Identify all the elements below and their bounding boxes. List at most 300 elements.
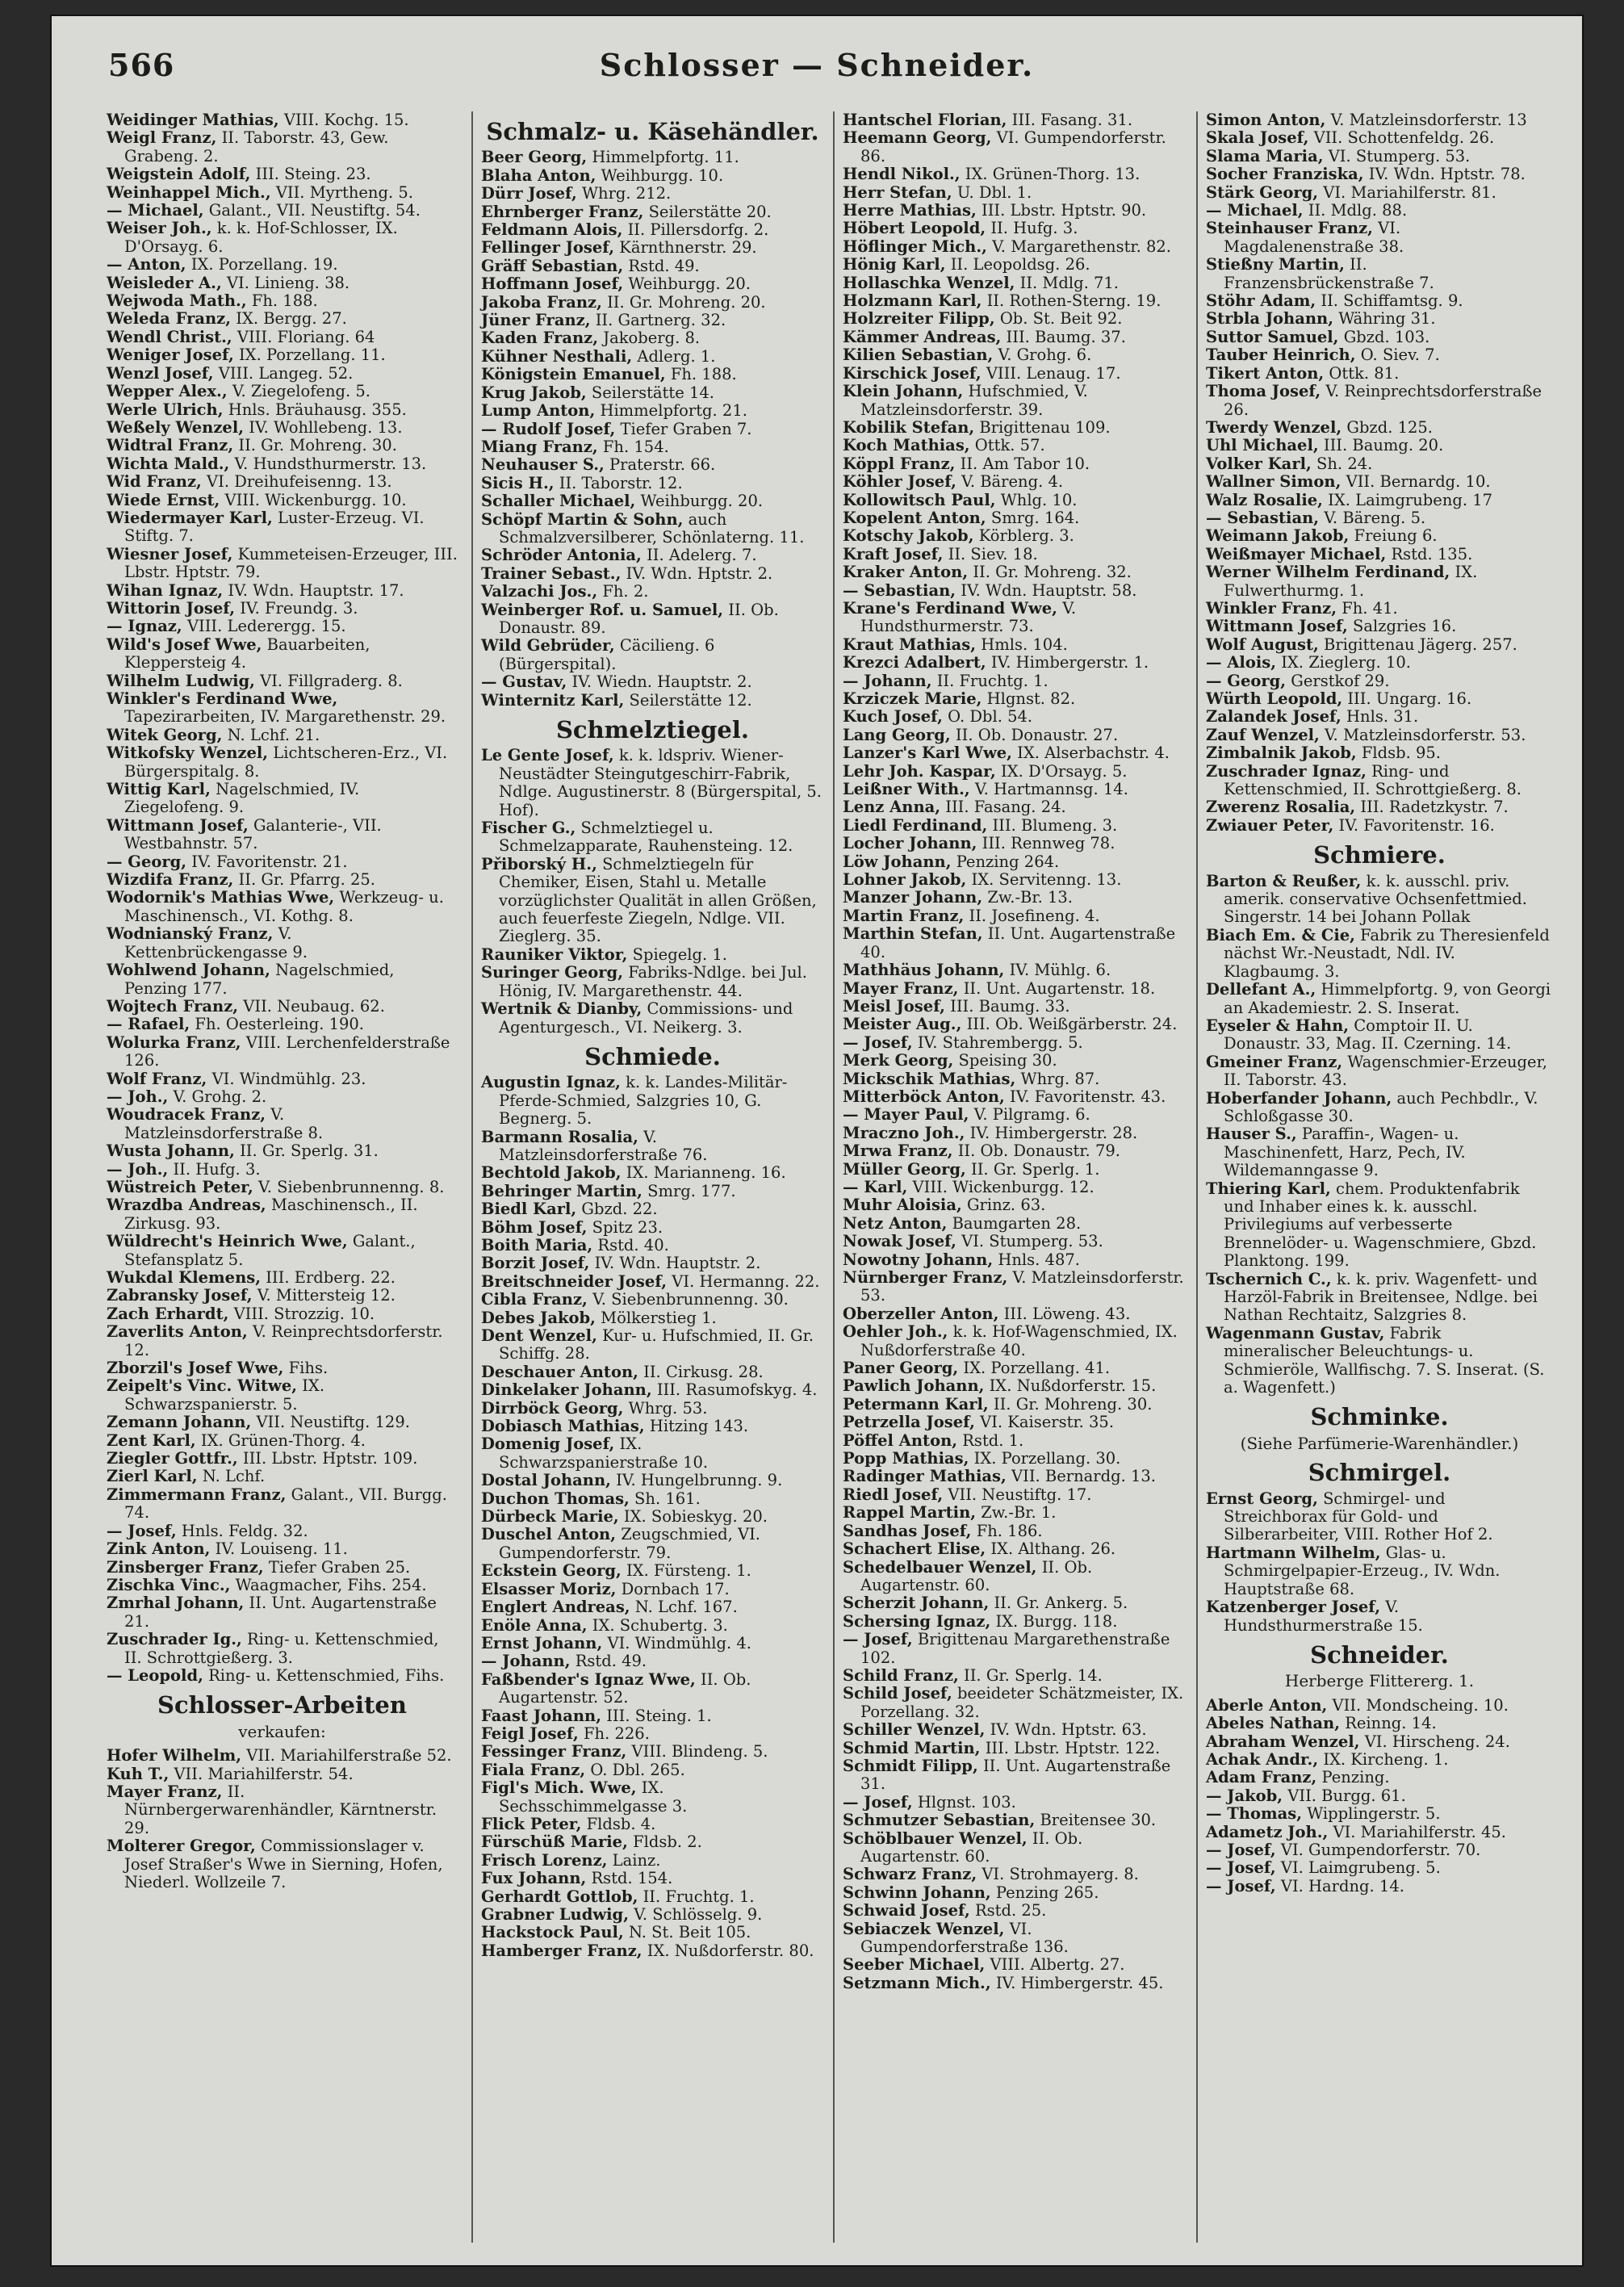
entry-address: II. Fruchtg. 1. [936,671,1048,690]
entry-name: Mrwa Franz, [843,1141,953,1161]
directory-entry [843,1594,1186,1612]
directory-entry [107,220,458,256]
directory-entry [107,1233,458,1269]
directory-entry [107,165,458,183]
entry-name: Schmid Martin, [843,1738,981,1757]
directory-entry [1206,509,1553,527]
entry-address: IX. Zieglerg. 10. [1281,653,1411,672]
directory-entry [843,1142,1186,1160]
entry-address: II. Hufg. 3. [173,1159,261,1179]
directory-entry [107,346,458,364]
directory-entry [1206,1271,1553,1325]
directory-entry [843,672,1186,690]
entry-address: Baumgarten 28. [952,1213,1082,1233]
directory-entry [481,1183,824,1200]
entry-name: Dent Wenzel, [481,1326,597,1345]
entry-address: Rstd. 49. [628,256,700,275]
directory-entry [843,1251,1186,1269]
entry-address: IX. Porzellang. 41. [963,1359,1111,1378]
directory-entry [843,220,1186,237]
directory-entry [481,1888,824,1906]
entry-name: — Josef, [843,1630,913,1649]
directory-entry [107,365,458,383]
entry-name: Dürbeck Marie, [481,1507,619,1527]
entry-name: Wihan Ignaz, [107,580,224,600]
entry-address: Commissionslager v. Josef Straßer's Wwe in Sierning, Hofen, Niederl. Wollzeile 7. [124,1837,443,1891]
entry-name: Wrazdba Andreas, [107,1196,266,1215]
entry-name: Kuh T., [107,1764,170,1783]
directory-entry [1206,202,1553,220]
directory-entry [843,1196,1186,1214]
directory-entry [481,312,824,329]
entry-address: V. Grohg. 2. [173,1087,267,1106]
entry-name: Skala Josef, [1206,128,1309,148]
entry-name: Zeipelt's Vinc. Witwe, [107,1376,298,1396]
directory-entry [843,455,1186,473]
entry-name: Königstein Emanuel, [481,365,666,384]
entry-address: VI. Windmühlg. 4. [607,1633,751,1652]
entry-name: Paner Georg, [843,1359,959,1378]
entry-name: Eyseler & Hahn, [1206,1016,1350,1035]
entry-address: Fh. 188. [251,291,318,311]
entry-address: III. Rennweg 78. [982,834,1115,853]
entry-name: Mickschik Mathias, [843,1069,1016,1088]
directory-entry [481,1490,824,1508]
entry-name: Jakoba Franz, [481,292,602,312]
entry-name: Zalandek Josef, [1206,707,1341,727]
entry-address: Rstd. 1. [962,1430,1024,1450]
directory-entry [107,690,458,727]
entry-name: Weisleder A., [107,273,222,292]
entry-address: V. Margarethenstr. 82. [992,237,1172,256]
entry-address: Ring- und Kettenschmied, II. Schrottgießerg. 8. [1224,761,1521,799]
entry-name: Zmrhal Johann, [107,1594,245,1613]
directory-entry [481,1219,824,1237]
entry-name: Englert Andreas, [481,1598,630,1617]
entry-name: Feldmann Alois, [481,220,623,240]
entry-address: Schmelztiegel u. Schmelzapparate, Rauhensteing. 12. [499,819,793,856]
entry-address: Rstd. 25. [974,1901,1047,1920]
entry-address: V. Kettenbrückengasse 9. [124,924,308,961]
entry-address: IV. Wdn. Hauptstr. 17. [228,580,404,600]
entry-name: Zemann Johann, [107,1413,252,1432]
directory-entry [843,654,1186,672]
entry-address: VI. Dreihufeisenng. 13. [207,472,392,492]
entry-name: Abraham Wenzel, [1206,1732,1360,1751]
directory-entry [481,747,824,819]
entry-address: Brigittenau Margarethenstraße 102. [860,1630,1170,1667]
directory-entry [843,727,1186,744]
entry-address: III. Baumg. 37. [1006,327,1126,346]
directory-entry [843,165,1186,183]
entry-name: Liedl Ferdinand, [843,815,988,835]
directory-entry [843,1559,1186,1595]
entry-name: Weigl Franz, [107,128,217,148]
directory-entry [481,1000,824,1037]
entry-address: VIII. Wickenburgg. 12. [912,1177,1095,1196]
entry-name: Schedelbauer Wenzel, [843,1557,1037,1577]
entry-name: — Josef, [1206,1858,1276,1878]
entry-address: VII. Mondscheing. 10. [1332,1695,1509,1715]
directory-entry [481,964,824,1000]
entry-name: Wusta Johann, [107,1141,235,1161]
directory-entry [843,1830,1186,1866]
directory-entry [843,1740,1186,1757]
entry-name: Seeber Michael, [843,1955,986,1975]
entry-name: Schröder Antonia, [481,546,642,565]
entry-name: Enöle Anna, [481,1615,588,1635]
directory-entry [481,1707,824,1725]
entry-name: Sebiaczek Wenzel, [843,1919,1005,1938]
directory-entry [1206,672,1553,690]
entry-name: Schmutzer Sebastian, [843,1811,1036,1830]
entry-name: Tschernich C., [1206,1269,1332,1288]
directory-entry [107,1486,458,1523]
entry-address: Tiefer Graben 7. [620,419,752,438]
entry-name: Zuschrader Ig., [107,1630,242,1649]
entry-address: IX. Schwarzspanierstr. 5. [124,1376,325,1414]
entry-address: Galanterie-, VII. Westbahnstr. 57. [124,815,382,853]
entry-name: — Michael, [1206,201,1304,220]
directory-entry [843,889,1186,907]
directory-entry [481,819,824,856]
entry-name: Dürr Josef, [481,184,577,203]
entry-name: Beer Georg, [481,148,588,167]
entry-address: Kur- u. Hufschmied, II. Gr. Schiffg. 28. [499,1326,814,1363]
entry-name: Krezci Adalbert, [843,653,986,672]
directory-entry [481,511,824,547]
entry-name: Biedl Karl, [481,1200,577,1219]
directory-entry [843,1757,1186,1794]
entry-name: Faßbender's Ignaz Wwe, [481,1669,696,1689]
entry-address: II. Unt. Augartenstraße 40. [860,924,1176,961]
entry-address: II. Leopoldsg. 26. [950,255,1090,274]
directory-entry [107,1359,458,1377]
directory-entry [1206,455,1553,473]
entry-name: — Mayer Paul, [843,1105,969,1125]
entry-name: Oberzeller Anton, [843,1304,999,1323]
entry-name: Adametz Joh., [1206,1822,1329,1841]
entry-address: Penzing 264. [956,852,1060,871]
directory-entry [843,690,1186,708]
entry-address: II. Hufg. 3. [990,219,1078,238]
entry-address: Ottk. 57. [974,436,1045,455]
entry-name: Wittig Karl, [107,780,211,799]
entry-address: Werkzeug- u. Maschinensch., VI. Kothg. 8. [124,888,444,925]
directory-entry [481,475,824,492]
entry-address: VI. Mariahilferstr. 81. [1323,182,1496,202]
entry-address: Tiefer Graben 25. [268,1557,411,1577]
entry-name: Lang Georg, [843,725,951,744]
entry-address: VIII. Kochg. 15. [283,111,409,129]
entry-address: Hnls. 31. [1346,707,1419,727]
entry-name: Hofer Wilhelm, [107,1746,242,1766]
entry-name: Zinsberger Franz, [107,1557,264,1577]
entry-address: VIII. Wickenburgg. 10. [224,490,407,509]
entry-address: Grinz. 63. [966,1196,1046,1215]
directory-entry [481,1400,824,1418]
directory-entry [107,1323,458,1359]
directory-entry [1206,1017,1553,1053]
entry-name: Duschel Anton, [481,1525,617,1544]
entry-name: Hartmann Wilhelm, [1206,1543,1381,1562]
entry-name: Schersing Ignaz, [843,1611,991,1631]
entry-name: Wilhelm Ludwig, [107,671,255,690]
entry-address: Fldsb. 4. [586,1814,656,1833]
directory-entry [1206,111,1553,129]
directory-entry [481,167,824,185]
entry-name: Abeles Nathan, [1206,1714,1340,1733]
entry-name: — Johann, [843,671,932,690]
entry-name: Lenz Anna, [843,798,941,817]
directory-entry [1206,1598,1553,1635]
entry-address: III. Lbstr. Hptstr. 90. [982,201,1147,220]
section-subheading: verkaufen: [238,1721,326,1741]
entry-name: Heemann Georg, [843,128,992,148]
section-heading: Schmelztiegel. [555,716,749,743]
directory-entry [481,1779,824,1816]
entry-address: O. Dbl. 54. [948,707,1033,727]
directory-entry [1206,636,1553,654]
directory-entry [1206,1544,1553,1598]
entry-address: Breitensee 30. [1040,1811,1157,1830]
entry-address: Rstd. 154. [591,1869,673,1888]
entry-name: Kilien Sebastian, [843,346,994,365]
entry-address: Rstd. 40. [597,1235,669,1254]
entry-name: Höflinger Mich., [843,237,987,256]
entry-address: II. Fruchtg. 1. [642,1887,755,1906]
entry-address: Brigittenau Jägerg. 257. [1324,635,1517,654]
entry-name: Frisch Lorenz, [481,1850,608,1870]
entry-address: Sh. 24. [1316,454,1373,473]
directory-entry [843,1468,1186,1485]
entry-address: IV. Wdn. Hptstr. 63. [990,1720,1147,1740]
entry-name: Meister Aug., [843,1015,962,1034]
entry-address: III. Fasang. 31. [1011,111,1133,129]
entry-name: — Michael, [107,201,204,220]
entry-name: Suttor Samuel, [1206,327,1339,346]
entry-name: Zauf Wenzel, [1206,725,1320,744]
entry-name: — Josef, [843,1792,913,1812]
entry-address: II. Am Tabor 10. [960,454,1090,473]
directory-entry [107,636,458,672]
directory-entry [843,202,1186,220]
directory-entry [481,565,824,583]
entry-name: Weniger Josef, [107,346,234,365]
entry-address: V. Matzleinsdorferstr. 53. [860,1268,1184,1305]
entry-name: Lump Anton, [481,401,596,421]
entry-address: V. Hartmannsg. 14. [974,780,1128,799]
entry-name: Hackstock Paul, [481,1923,624,1942]
directory-entry [843,346,1186,364]
entry-name: Walz Rosalie, [1206,490,1323,509]
directory-entry [843,853,1186,871]
entry-name: Debes Jakob, [481,1308,596,1327]
entry-name: Nowak Josef, [843,1232,956,1251]
entry-name: Kämmer Andreas, [843,327,1002,346]
entry-address: Körblerg. 3. [978,526,1074,546]
entry-name: Dinkelaker Johann, [481,1380,652,1400]
directory-entry [843,636,1186,654]
entry-name: Pawlich Johann, [843,1376,985,1396]
entry-name: Höbert Leopold, [843,219,986,238]
entry-name: Kraut Mathias, [843,635,977,654]
entry-name: Tauber Heinrich, [1206,346,1356,365]
entry-address: V. Hundsthurmerstr. 13. [234,454,427,473]
entry-address: Gbzd. 22. [581,1200,658,1219]
entry-address: III. Erdberg. 22. [266,1268,396,1287]
entry-address: Hnls. 487. [998,1250,1080,1269]
entry-name: Weigstein Adolf, [107,165,251,184]
entry-name: Slama Maria, [1206,146,1324,165]
entry-name: Lanzer's Karl Wwe, [843,743,1012,763]
entry-name: Domenig Josef, [481,1435,615,1454]
entry-address: II. Taborstr. 43, Gew. Grabeng. 2. [124,128,389,165]
entry-name: Wizdifa Franz, [107,870,234,890]
entry-address: VI. Gumpendorferstr. 70. [1280,1840,1481,1859]
directory-entry [843,744,1186,762]
entry-address: Himmelpfortg. 11. [592,148,739,167]
directory-entry [1206,1805,1553,1823]
section-heading: Schneider. [1310,1640,1449,1669]
entry-name: Ehrnberger Franz, [481,202,644,221]
directory-entry [481,1254,824,1272]
entry-name: Hauser S., [1206,1125,1297,1144]
entry-address: Penzing. [1321,1768,1390,1787]
entry-address: II. Unt. Augartenstraße 31. [860,1756,1171,1794]
directory-entry [1206,310,1553,328]
entry-address: Hnls. Bräuhausg. 355. [228,400,407,419]
directory-entry [107,1414,458,1431]
entry-name: Kraker Anton, [843,563,969,582]
directory-entry [107,1106,458,1142]
entry-name: Leißner With., [843,780,970,799]
entry-address: Hnls. Feldg. 32. [181,1521,308,1540]
directory-entry [1206,419,1553,437]
directory-entry [481,258,824,275]
entry-address: Whrg. 212. [582,184,672,203]
entry-address: O. Siev. 7. [1360,346,1440,365]
entry-name: — Thomas, [1206,1804,1303,1824]
entry-name: — Johann, [481,1652,571,1671]
entry-name: Boith Maria, [481,1235,593,1254]
directory-entry [481,856,824,946]
entry-address: U. Dbl. 1. [956,182,1032,202]
entry-address: V. Bäreng. 5. [1324,508,1426,527]
running-head: Schlosser — Schneider. [599,47,1035,83]
entry-name: Aberle Anton, [1206,1695,1328,1715]
entry-address: VI. Fillgraderg. 8. [260,671,403,690]
entry-name: Kühner Nesthali, [481,346,633,366]
directory-entry [107,1667,458,1685]
entry-address: VIII. Strozzig. 10. [233,1304,375,1323]
directory-entry [843,329,1186,346]
entry-address: Maschinensch., II. Zirkusg. 93. [124,1196,418,1233]
directory-entry [481,1363,824,1381]
entry-name: Böhm Josef, [481,1217,588,1237]
directory-entry [481,366,824,383]
entry-name: Ernst Johann, [481,1633,603,1652]
entry-address: Weihburgg. 10. [601,165,724,185]
directory-entry [481,1327,824,1363]
directory-entry [481,1761,824,1779]
entry-address: Whlg. 10. [1000,490,1078,509]
entry-address: II. Gr. Mohreng. 32. [973,563,1132,582]
directory-entry [843,1812,1186,1829]
directory-entry [843,1902,1186,1920]
directory-entry [107,925,458,961]
directory-entry [481,421,824,438]
entry-name: Radinger Mathias, [843,1467,1007,1486]
entry-name: Werner Wilhelm Ferdinand, [1206,563,1450,582]
directory-entry [107,383,458,400]
directory-entry [843,563,1186,581]
entry-name: Stießny Martin, [1206,255,1345,274]
directory-entry [843,492,1186,509]
directory-entry [481,1652,824,1670]
entry-address: Fh. 226. [584,1724,650,1743]
entry-address: Nagelschmied, Penzing 177. [124,961,395,998]
directory-entry [107,1179,458,1196]
entry-address: V. Hundsthurmerstraße 15. [1224,1598,1423,1635]
directory-entry [843,437,1186,454]
entry-address: Nagelschmied, IV. Ziegelofeng. 9. [124,780,360,817]
entry-address: Schmelztiegeln für Chemiker, Eisen, Stahl u. Metalle vorzüglichster Qualität in allen Größen, auch feuerfeste Ziegeln, Ndlge. VII. Zieglerg. 35. [499,854,817,946]
directory-entry [107,1747,458,1765]
entry-name: — Josef, [107,1521,177,1540]
entry-address: V. Reinprechtsdorferstr. 12. [124,1322,443,1359]
entry-name: Werle Ulrich, [107,400,224,419]
entry-address: VI. Gumpendorferstraße 136. [860,1919,1069,1957]
directory-entry [843,365,1186,383]
entry-name: Winkler Franz, [1206,598,1337,618]
entry-name: Grabner Ludwig, [481,1905,629,1924]
entry-name: — Georg, [1206,671,1287,690]
entry-address: k. k. Landes-Militär-Pferde-Schmied, Salzgries 10, G. Begnerg. 5. [499,1073,788,1129]
entry-name: Zent Karl, [107,1430,196,1450]
entry-name: Schild Franz, [843,1665,959,1685]
entry-address: II. Unt. Augartenstr. 18. [963,978,1156,998]
directory-entry [481,1833,824,1851]
entry-name: Twerdy Wenzel, [1206,417,1342,437]
entry-name: Würth Leopold, [1206,689,1343,708]
entry-address: V. Ziegelofeng. 5. [232,382,371,401]
entry-address: N. Lchf. [202,1467,266,1486]
entry-address: Wipplingerstr. 5. [1307,1804,1441,1824]
entry-name: — Ignaz, [107,617,182,636]
entry-address: II. Ob. Donaustr. 79. [957,1141,1120,1161]
entry-name: — Joh., [107,1087,169,1106]
entry-name: Schachert Elise, [843,1539,986,1559]
directory-entry [107,1631,458,1667]
directory-entry [843,980,1186,998]
entry-name: Krane's Ferdinand Wwe, [843,598,1057,618]
entry-name: Ziegler Gottfr., [107,1449,238,1468]
entry-address: II. Adelerg. 7. [647,546,757,565]
directory-entry [843,1504,1186,1522]
directory-entry [843,925,1186,961]
entry-name: Zimmermann Franz, [107,1485,287,1504]
entry-name: Klein Johann, [843,382,964,401]
entry-name: Zimbalnik Jakob, [1206,743,1357,763]
entry-address: Sh. 161. [634,1489,701,1508]
directory-entry [843,310,1186,328]
entry-address: IX. Burgg. 118. [995,1611,1118,1631]
entry-name: Setzmann Mich., [843,1973,991,1992]
entry-address: Hlgnst. 82. [986,689,1076,708]
directory-entry [107,274,458,292]
entry-address: III. Baumg. 33. [950,996,1070,1016]
